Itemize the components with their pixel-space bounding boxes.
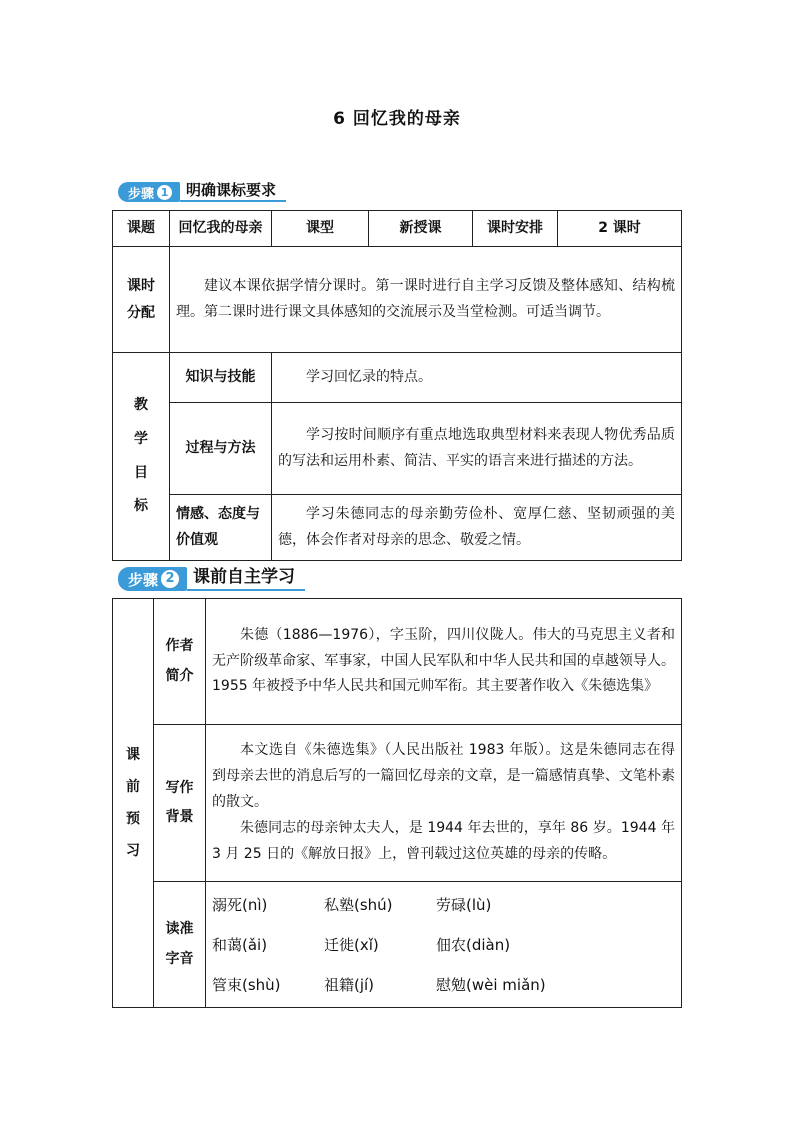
goal-text: 学习回忆录的特点。 <box>272 353 682 403</box>
pronunciation-cell <box>206 882 682 1008</box>
table-row <box>113 882 682 1008</box>
table-row <box>113 725 682 882</box>
goal-name: 知识与技能 <box>170 353 272 403</box>
step-badge <box>118 567 187 591</box>
goal-text: 学习按时间顺序有重点地选取典型材料来表现人物优秀品质的写法和运用朴素、简洁、平实的语言来进行描述的方法。 <box>272 403 682 495</box>
author-label: 作者 简介 <box>154 599 206 725</box>
lesson-requirements-table <box>112 210 682 561</box>
goal-name: 过程与方法 <box>170 403 272 495</box>
pronunciation-list <box>212 885 675 1005</box>
page-title: 6 回忆我的母亲 <box>333 109 461 129</box>
pronunciation-item: 迁徙(xǐ) <box>324 935 379 954</box>
table-row <box>113 403 682 495</box>
background-paragraph: 本文选自《朱德选集》（人民出版社 1983 年版）。这是朱德同志在得到母亲去世的消息后写的一篇回忆母亲的文章，是一篇感情真挚、文笔朴素的散文。 <box>212 742 675 811</box>
lesson-title-cell: 回忆我的母亲 <box>170 211 272 247</box>
step-2-heading <box>118 563 305 591</box>
pronunciation-item: 管束(shù) <box>212 975 281 994</box>
header-cell: 课型 <box>272 211 369 247</box>
preview-section-label: 课 前 预 习 <box>113 599 154 1008</box>
background-label: 写作 背景 <box>154 725 206 882</box>
pronunciation-item: 和蔼(ǎi) <box>212 935 268 954</box>
table-row <box>113 599 682 725</box>
table-row <box>113 211 682 247</box>
schedule-text: 建议本课依据学情分课时。第一课时进行自主学习反馈及整体感知、结构梳理。第二课时进行课文具体感知的交流展示及当堂检测。可适当调节。 <box>170 247 682 353</box>
step-title: 明确课标要求 <box>180 180 286 202</box>
goal-name: 情感、态度与价值观 <box>170 495 272 561</box>
background-paragraph: 朱德同志的母亲钟太夫人，是 1944 年去世的，享年 86 岁。1944 年 3 月 25 日的《解放日报》上，曾刊载过这位英雄的母亲的传略。 <box>212 819 675 862</box>
pronunciation-item: 祖籍(jí) <box>324 975 375 994</box>
table-row <box>113 247 682 353</box>
step-number: 1 <box>157 185 172 200</box>
pronunciation-item: 佃农(diàn) <box>436 935 511 954</box>
background-text <box>206 725 682 882</box>
header-cell: 课时安排 <box>473 211 558 247</box>
table-row <box>113 353 682 403</box>
goals-label: 教 学 目 标 <box>113 353 170 561</box>
schedule-label: 课时 分配 <box>113 247 170 353</box>
step-number: 2 <box>161 570 179 588</box>
pre-class-study-table <box>112 598 682 1008</box>
lesson-type-cell: 新授课 <box>369 211 473 247</box>
table-row <box>113 495 682 561</box>
pronunciation-label: 读准 字音 <box>154 882 206 1008</box>
goal-text: 学习朱德同志的母亲勤劳俭朴、宽厚仁慈、坚韧顽强的美德，体会作者对母亲的思念、敬爱之情。 <box>272 495 682 561</box>
step-1-heading <box>118 178 286 202</box>
pronunciation-item: 私塾(shú) <box>324 895 393 914</box>
pronunciation-item: 慰勉(wèi miǎn) <box>436 975 546 994</box>
lesson-hours-cell: 2 课时 <box>558 211 682 247</box>
pronunciation-item: 溺死(nì) <box>212 895 268 914</box>
step-badge-label: 步骤 <box>128 186 155 202</box>
header-cell: 课题 <box>113 211 170 247</box>
step-badge <box>118 182 180 202</box>
step-badge-label: 步骤 <box>128 570 159 589</box>
pronunciation-item: 劳碌(lù) <box>436 895 492 914</box>
author-text: 朱德（1886—1976），字玉阶，四川仪陇人。伟大的马克思主义者和无产阶级革命家、军事家，中国人民军队和中华人民共和国的卓越领导人。1955 年被授予中华人民共和国元帅军衔。其主要著作收入《朱德选集》 <box>206 599 682 725</box>
step-title: 课前自主学习 <box>187 565 305 591</box>
